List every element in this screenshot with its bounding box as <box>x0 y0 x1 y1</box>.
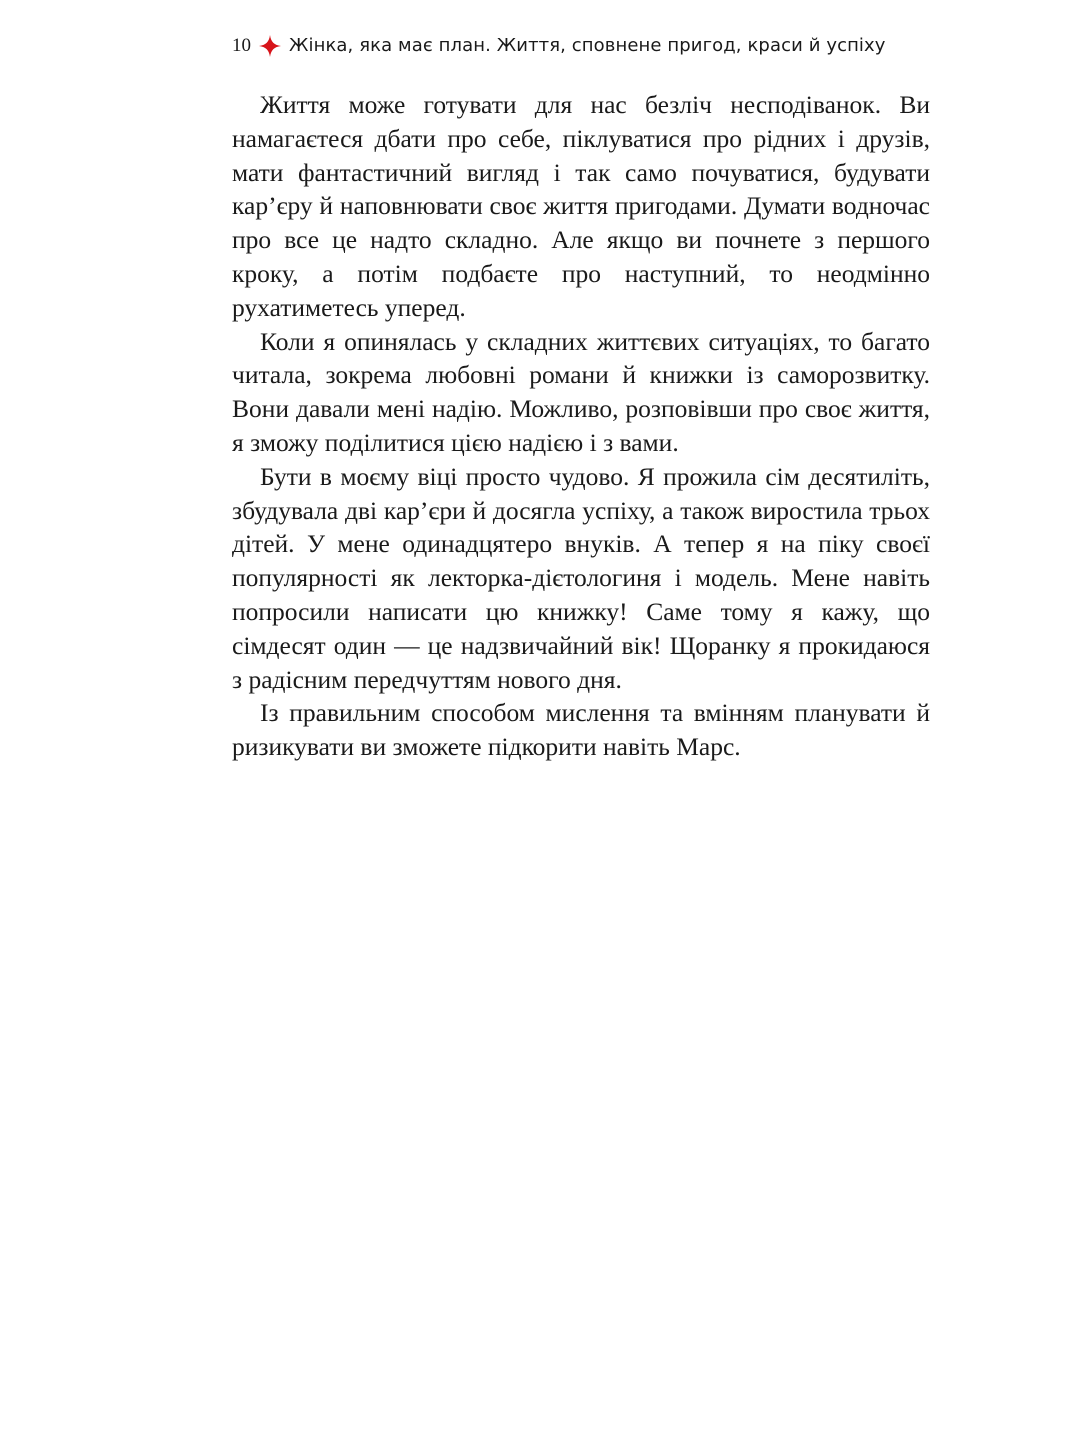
paragraph-3: Бути в моєму віці просто чудово. Я прожила сім десятиліть, збудувала дві кар’єри й досягла успіху, а також виростила трьох дітей. У мене одинадцятеро внуків. А тепер я на піку своєї популярності як лекторка-дієтологиня і модель. Мене навіть попросили написати цю книжку! Саме тому я кажу, що сімдесят один — це надзвичайний вік! Щоранку я прокидаюся з радісним передчуттям нового дня. <box>232 461 930 694</box>
paragraph-4: Із правильним способом мислення та вмінням планувати й ризикувати ви зможете підкорити навіть Марс. <box>232 698 930 762</box>
paragraph-2: Коли я опинялась у складних життєвих ситуаціях, то багато читала, зокрема любовні романи й книжки із саморозвитку. Вони давали мені надію. Можливо, розповівши про своє життя, я зможу поділитися цією надією і з вами. <box>232 326 930 457</box>
running-header <box>232 33 952 59</box>
main-text <box>232 88 930 764</box>
page-number: 10 <box>232 35 251 56</box>
four-pointed-star-icon <box>258 34 282 58</box>
star-ornament-shape <box>258 34 282 58</box>
running-title: Жінка, яка має план. Життя, сповнене пригод, краси й успіху <box>289 35 886 56</box>
paragraph-1: Життя може готувати для нас безліч несподіванок. Ви намагаєтеся дбати про себе, піклуватися про рідних і друзів, мати фантастичний вигляд і так само почуватися, будувати кар’єру й наповнювати своє життя пригодами. Думати водночас про все це надто складно. Але якщо ви почнете з першого кроку, а потім подбаєте про наступний, то неодмінно рухатиметесь уперед. <box>232 90 930 322</box>
